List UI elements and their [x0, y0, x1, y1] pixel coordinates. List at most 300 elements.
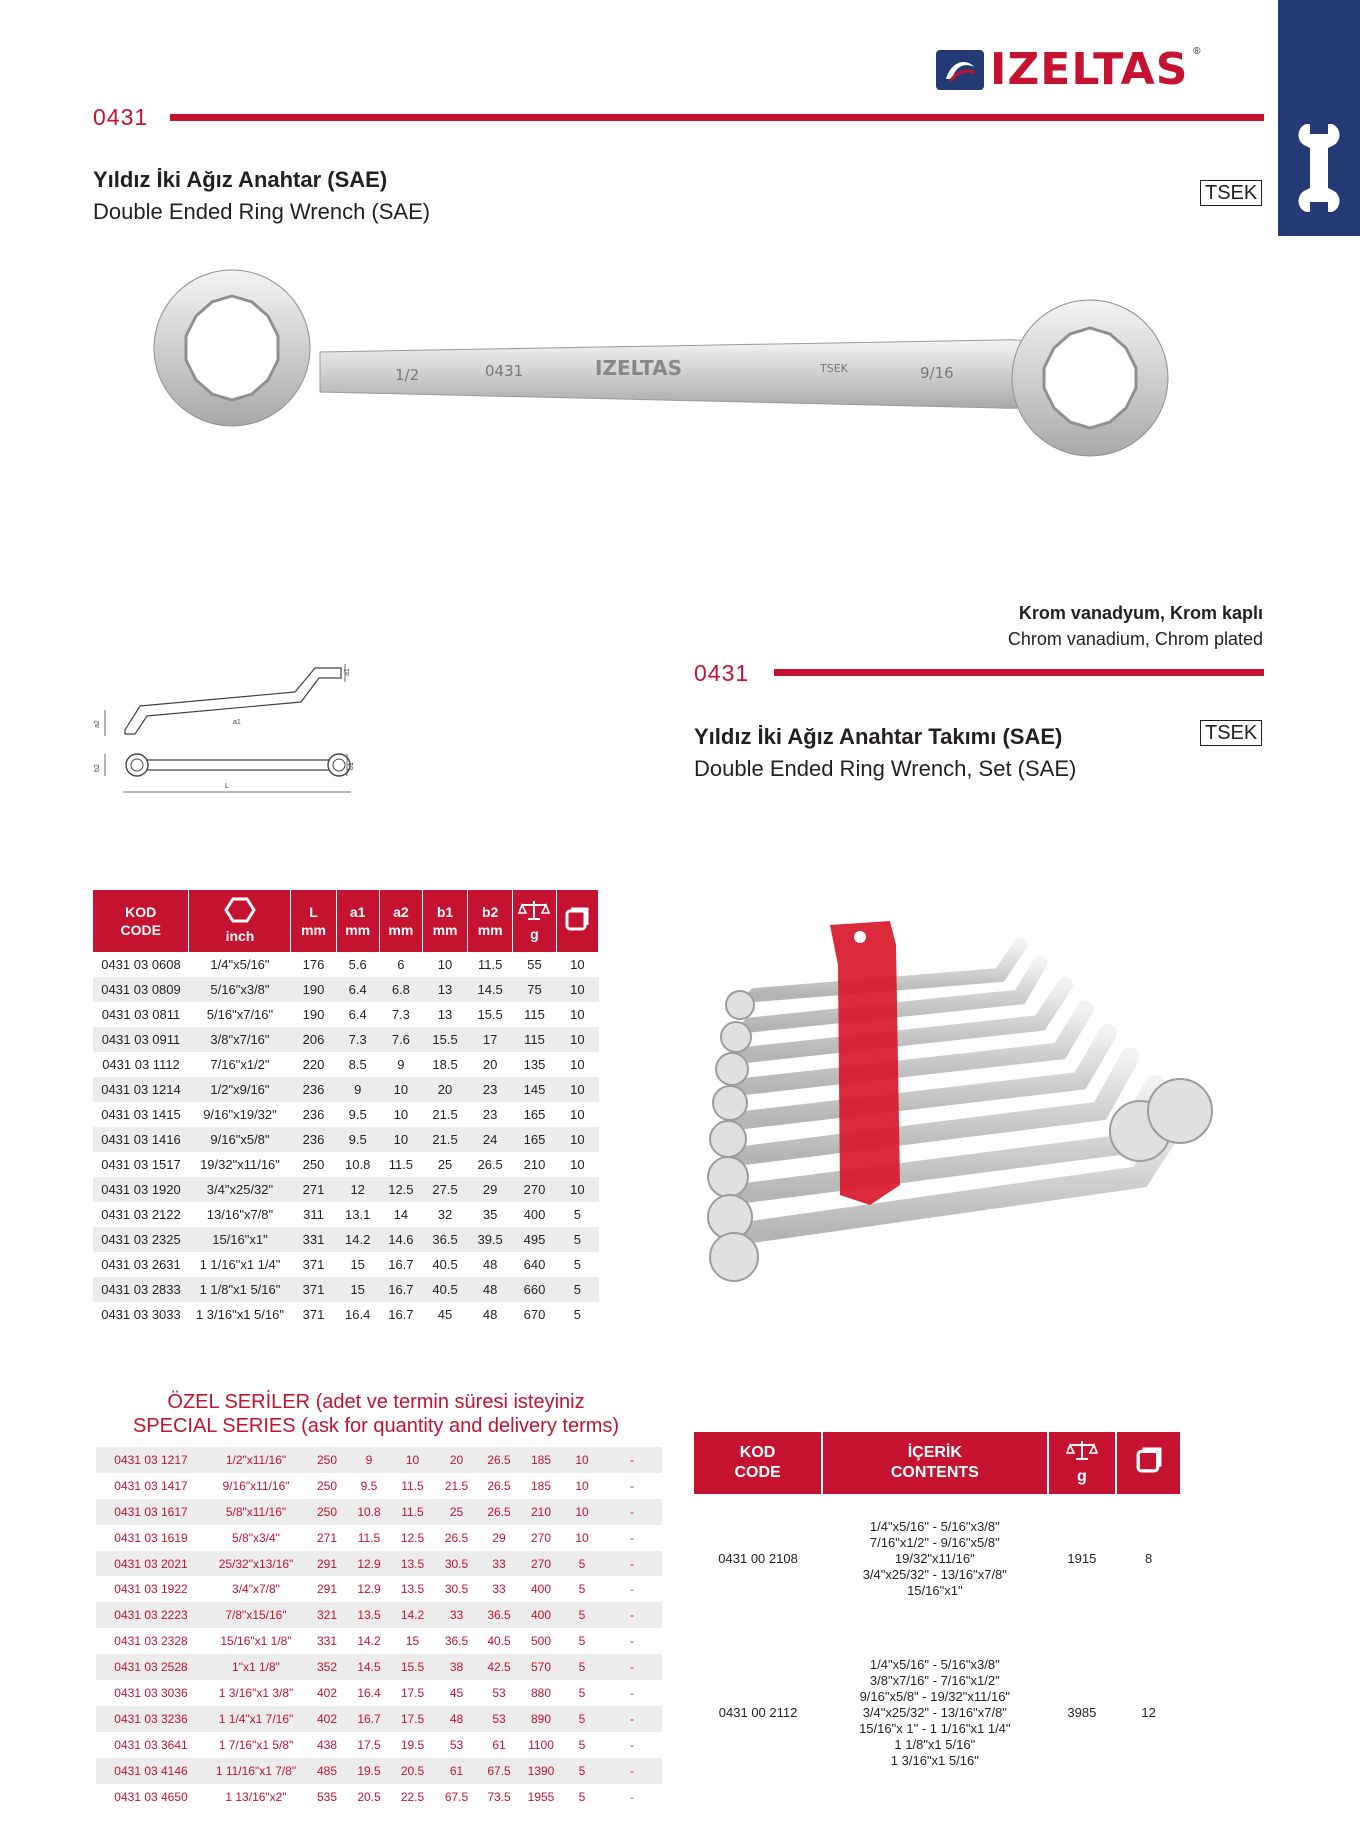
cell-weight: 890: [520, 1706, 562, 1732]
cell-pack: 10: [556, 977, 598, 1002]
cell-b1: 38: [435, 1654, 478, 1680]
cell-b2: 67.5: [478, 1758, 520, 1784]
cell-b1: 32: [437, 1207, 453, 1222]
special-series-title-en: SPECIAL SERIES (ask for quantity and delivery terms): [132, 1415, 620, 1437]
cell-weight: 185: [520, 1447, 562, 1473]
cell-b2: 23: [482, 1107, 498, 1122]
cell-weight: 185: [530, 1478, 552, 1493]
cell-pack: 10: [570, 1107, 585, 1122]
brand-side-tab: [1278, 0, 1360, 236]
drawing-label-b1: b1: [348, 762, 355, 770]
cell-a2: 10: [379, 1077, 422, 1102]
drawing-label-angle: a1: [233, 719, 241, 726]
cell-weight: 400: [523, 1207, 546, 1222]
cell-weight: 270: [530, 1530, 552, 1545]
cell-code: 0431 03 1416: [93, 1127, 189, 1152]
cell-note: -: [630, 1530, 634, 1545]
table-row: [93, 1102, 599, 1127]
cell-b1: 18.5: [432, 1057, 458, 1072]
cell-b1: 25: [437, 1157, 453, 1172]
cell-size: 3/4"x25/32": [189, 1177, 291, 1202]
cell-a2: 13.5: [390, 1551, 435, 1577]
cell-pack: 10: [556, 1127, 598, 1152]
col-code: [93, 890, 189, 952]
cell-code: 0431 03 1415: [101, 1107, 181, 1122]
cell-L: 331: [316, 1634, 338, 1649]
cell-size: 1/2"x11/16": [206, 1447, 306, 1473]
cell-b1: 36.5: [444, 1634, 469, 1649]
wrench-icon: [1292, 120, 1346, 216]
cell-b2: 26.5: [477, 1157, 503, 1172]
cell-code: 0431 03 1217: [96, 1447, 206, 1473]
cell-L: 250: [302, 1157, 325, 1172]
cell-L: 291: [316, 1582, 338, 1597]
cell-b2: 42.5: [478, 1654, 520, 1680]
set-col-code: [694, 1432, 822, 1494]
col-b2: [468, 890, 513, 952]
cell-a1: 14.2: [336, 1227, 379, 1252]
cell-a2: 17.5: [400, 1685, 425, 1700]
cell-L: 250: [306, 1499, 348, 1525]
table-row: [93, 952, 599, 977]
cell-a1: 10.8: [348, 1499, 390, 1525]
cell-code: 0431 03 1517: [101, 1157, 181, 1172]
cell-a2: 6.8: [379, 977, 422, 1002]
cell-weight: 145: [513, 1077, 557, 1102]
set-contents-line: 1 3/16"x1 5/16": [890, 1753, 979, 1768]
box-icon: [565, 907, 589, 931]
col-a2: [379, 890, 422, 952]
cell-size: 15/16"x1": [189, 1227, 291, 1252]
table-row: [96, 1551, 662, 1577]
cell-a1: 16.4: [345, 1307, 371, 1322]
cell-size: 13/16"x7/8": [206, 1207, 274, 1222]
wrench-marking-number: 0431: [485, 362, 524, 380]
cell-a2: 7.3: [391, 1007, 410, 1022]
cell-note: -: [630, 1789, 634, 1804]
table-row: [96, 1499, 662, 1525]
cell-code: 0431 03 2833: [93, 1277, 189, 1302]
cell-pack: 10: [556, 1177, 598, 1202]
cell-pack: 5: [573, 1257, 581, 1272]
table-row: [96, 1473, 662, 1499]
cell-a1: 14.2: [357, 1634, 381, 1649]
cell-code: 0431 03 1922: [114, 1582, 188, 1597]
special-series-title: [93, 1390, 659, 1438]
wrench-marking-brand: IZELTAS: [595, 356, 683, 380]
cell-weight: 495: [513, 1227, 557, 1252]
cell-b1: 48: [435, 1706, 478, 1732]
cell-b2: 23: [468, 1077, 513, 1102]
cell-pack: 5: [556, 1227, 598, 1252]
wrench-marking-left: 1/2: [395, 366, 420, 384]
cell-pack: 10: [562, 1447, 602, 1473]
cell-a1: 13.5: [348, 1602, 390, 1628]
cell-a1: 13.1: [345, 1207, 371, 1222]
cell-note: -: [630, 1685, 634, 1700]
cell-pack: 10: [562, 1499, 602, 1525]
cell-b1: 15.5: [422, 1027, 467, 1052]
cell-weight: 1100: [528, 1737, 554, 1752]
cell-pack: 10: [570, 957, 585, 972]
cell-code: 0431 03 1417: [114, 1478, 188, 1493]
cell-pack: 5: [562, 1602, 602, 1628]
cell-L: 371: [291, 1277, 336, 1302]
cell-code: 0431 03 3236: [96, 1706, 206, 1732]
box-icon: [1136, 1447, 1162, 1473]
cell-weight: 55: [527, 957, 542, 972]
cell-L: 236: [302, 1107, 325, 1122]
cell-code: 0431 03 2528: [96, 1654, 206, 1680]
cell-pack: 10: [556, 1027, 598, 1052]
cell-code: 0431 03 2021: [96, 1551, 206, 1577]
table-row: [93, 1052, 599, 1077]
cell-note: -: [630, 1634, 634, 1649]
cell-L: 220: [302, 1057, 325, 1072]
table-row: [93, 1227, 599, 1252]
table-row: [96, 1680, 662, 1706]
cell-a1: 11.5: [357, 1530, 381, 1545]
set-cell-weight: 1915: [1067, 1551, 1097, 1566]
cell-pack: 10: [570, 1057, 585, 1072]
col-b2-label: b2: [481, 904, 499, 920]
cell-a2: 7.6: [379, 1027, 422, 1052]
cell-a1: 10.8: [345, 1157, 371, 1172]
set-contents-line: 19/32"x11/16": [894, 1551, 975, 1566]
set-title-en: Double Ended Ring Wrench, Set (SAE): [694, 756, 1077, 781]
cell-L: 331: [291, 1227, 336, 1252]
cell-code: 0431 03 2122: [101, 1207, 181, 1222]
table-row: [96, 1602, 662, 1628]
cell-size: 7/16"x1/2": [210, 1057, 270, 1072]
cell-pack: 10: [575, 1530, 589, 1545]
cell-L: 321: [306, 1602, 348, 1628]
set-cell-code: 0431 00 2112: [718, 1705, 798, 1720]
cell-L: 438: [316, 1737, 338, 1752]
technical-drawing: [95, 648, 355, 798]
cell-b2: 48: [482, 1257, 498, 1272]
col-a1-unit: mm: [345, 922, 371, 938]
cell-pack: 5: [578, 1789, 586, 1804]
cell-weight: 165: [523, 1107, 546, 1122]
cell-b2: 26.5: [478, 1447, 520, 1473]
special-series-title-tr: ÖZEL SERİLER (adet ve termin süresi isteyiniz: [167, 1391, 585, 1413]
cell-pack: 10: [575, 1478, 589, 1493]
cell-size: 1"x1 1/8": [206, 1654, 306, 1680]
cell-b1: 67.5: [444, 1789, 469, 1804]
set-row: [694, 1494, 1181, 1624]
cell-note: -: [602, 1447, 662, 1473]
set-contents-line: 3/8"x7/16" - 7/16"x1/2": [869, 1673, 1000, 1688]
cell-L: 236: [291, 1127, 336, 1152]
cell-b2: 33: [478, 1551, 520, 1577]
cell-b2: 53: [478, 1706, 520, 1732]
cell-size: 1 13/16"x2": [225, 1789, 287, 1804]
drawing-label-a1: a1: [344, 668, 351, 676]
set-product-code: 0431: [694, 660, 750, 686]
cell-code: 0431 03 1214: [93, 1077, 189, 1102]
cell-b2: 61: [492, 1737, 506, 1752]
set-cell-contents: [822, 1494, 1047, 1624]
cell-weight: 115: [513, 1027, 557, 1052]
set-col-contents-en: CONTENTS: [890, 1464, 979, 1481]
spec-table-header: [93, 890, 599, 952]
table-row: [93, 1277, 599, 1302]
set-table-header: [694, 1432, 1181, 1494]
cell-b2: 48: [482, 1307, 498, 1322]
cell-L: 311: [303, 1207, 324, 1222]
cell-pack: 5: [578, 1737, 586, 1752]
cell-weight: 500: [530, 1634, 552, 1649]
drawing-label-a2: a2: [94, 720, 101, 728]
spec-table: [93, 890, 599, 1327]
table-row: [93, 1252, 599, 1277]
col-b1-label: b1: [436, 904, 454, 920]
cell-weight: 115: [524, 1007, 545, 1022]
col-weight: [513, 890, 557, 952]
product-title-en: Double Ended Ring Wrench (SAE): [93, 199, 431, 224]
cell-size: 1 3/16"x1 3/8": [218, 1685, 294, 1700]
col-a1: [336, 890, 379, 952]
col-L-unit: mm: [301, 922, 326, 938]
cell-weight: 1390: [520, 1758, 562, 1784]
cell-b1: 21.5: [432, 1107, 458, 1122]
cell-b1: 10: [437, 957, 453, 972]
cell-size: 1 1/8"x1 5/16": [189, 1277, 291, 1302]
cell-a2: 11.5: [401, 1478, 424, 1493]
col-size: [189, 890, 291, 952]
cell-note: -: [602, 1654, 662, 1680]
cell-b1: 45: [437, 1307, 453, 1322]
cell-a2: 14: [393, 1207, 409, 1222]
cell-code: 0431 03 3033: [101, 1307, 181, 1322]
cell-b1: 30.5: [435, 1551, 478, 1577]
cell-a1: 14.5: [348, 1654, 390, 1680]
brand-logo: [936, 44, 1201, 95]
cell-b1: 61: [435, 1758, 478, 1784]
cell-code: 0431 03 0911: [93, 1027, 189, 1052]
wrench-marking-right: 9/16: [920, 364, 954, 382]
cell-note: -: [630, 1478, 634, 1493]
cell-size: 5/16"x7/16": [206, 1007, 274, 1022]
cell-size: 1 7/16"x1 5/8": [218, 1737, 294, 1752]
product-title-tr: Yıldız İki Ağız Anahtar (SAE): [93, 167, 388, 192]
set-col-weight-unit: g: [1076, 1468, 1087, 1485]
cell-size: 1 11/16"x1 7/8": [206, 1758, 306, 1784]
header-rule: [170, 114, 1264, 121]
cell-size: 5/8"x3/4": [232, 1530, 280, 1545]
table-row: [96, 1654, 662, 1680]
cell-code: 0431 03 4146: [96, 1758, 206, 1784]
cell-a1: 9: [348, 1447, 390, 1473]
special-series-body: [96, 1447, 662, 1809]
set-table: [694, 1432, 1182, 1802]
cell-b2: 11.5: [477, 957, 503, 972]
set-title-tr: Yıldız İki Ağız Anahtar Takımı (SAE): [694, 724, 1063, 749]
cell-b1: 53: [449, 1737, 464, 1752]
cell-a2: 14.2: [390, 1602, 435, 1628]
standard-badge: TSEK: [1200, 180, 1262, 206]
set-row: [694, 1624, 1181, 1802]
cell-a2: 13.5: [400, 1582, 425, 1597]
cell-pack: 5: [562, 1551, 602, 1577]
cell-b1: 45: [449, 1685, 464, 1700]
col-a1-label: a1: [349, 904, 366, 920]
cell-weight: 670: [523, 1307, 546, 1322]
cell-note: -: [602, 1706, 662, 1732]
table-row: [96, 1525, 662, 1551]
cell-a2: 9: [397, 1057, 405, 1072]
cell-a1: 8.5: [348, 1057, 367, 1072]
col-weight-unit: g: [530, 926, 539, 942]
cell-weight: 400: [530, 1582, 552, 1597]
cell-code: 0431 03 2631: [101, 1257, 181, 1272]
cell-weight: 1955: [527, 1789, 555, 1804]
cell-a2: 15: [405, 1634, 420, 1649]
cell-b1: 21.5: [444, 1478, 469, 1493]
cell-code: 0431 03 2328: [114, 1634, 188, 1649]
cell-L: 402: [316, 1685, 338, 1700]
hexagon-icon: [225, 897, 255, 923]
cell-b2: 26.5: [487, 1478, 511, 1493]
cell-L: 250: [306, 1447, 348, 1473]
cell-a1: 15: [350, 1257, 365, 1272]
set-contents-line: 1/4"x5/16" - 5/16"x3/8": [869, 1519, 1000, 1534]
cell-weight: 270: [520, 1551, 562, 1577]
cell-L: 402: [306, 1706, 348, 1732]
table-row: [93, 1002, 599, 1027]
cell-code: 0431 03 1920: [93, 1177, 189, 1202]
cell-a2: 22.5: [400, 1789, 425, 1804]
set-contents-line: 3/4"x25/32" - 13/16"x7/8": [862, 1567, 1007, 1582]
cell-b1: 13: [422, 977, 467, 1002]
cell-weight: 270: [513, 1177, 557, 1202]
cell-a1: 9.5: [336, 1127, 379, 1152]
material-en: Chrom vanadium, Chrom plated: [1007, 629, 1263, 649]
cell-L: 371: [302, 1307, 325, 1322]
logo-mark-icon: [936, 50, 984, 90]
set-contents-line: 1 1/8"x1 5/16": [894, 1737, 976, 1752]
table-row: [96, 1758, 662, 1784]
cell-b1: 27.5: [422, 1177, 467, 1202]
set-cell-weight: 3985: [1067, 1705, 1097, 1720]
cell-size: 5/16"x3/8": [189, 977, 291, 1002]
cell-code: 0431 03 0608: [101, 957, 181, 972]
cell-L: 190: [302, 1007, 325, 1022]
cell-a1: 15: [336, 1277, 379, 1302]
cell-weight: 640: [523, 1257, 546, 1272]
set-contents-line: 15/16"x 1" - 1 1/16"x1 1/4": [859, 1721, 1011, 1736]
set-contents-line: 1/4"x5/16" - 5/16"x3/8": [869, 1657, 1000, 1672]
cell-a2: 14.6: [379, 1227, 422, 1252]
cell-b1: 30.5: [444, 1582, 469, 1597]
cell-L: 190: [291, 977, 336, 1002]
cell-b1: 26.5: [444, 1530, 469, 1545]
cell-L: 250: [316, 1478, 338, 1493]
cell-L: 206: [291, 1027, 336, 1052]
table-row: [93, 1127, 599, 1152]
cell-a2: 10: [393, 1107, 409, 1122]
col-pack: [556, 890, 598, 952]
cell-b2: 40.5: [487, 1634, 511, 1649]
cell-size: 9/16"x5/8": [189, 1127, 291, 1152]
table-row: [93, 1177, 599, 1202]
set-contents-line: 7/16"x1/2" - 9/16"x5/8": [869, 1535, 1000, 1550]
col-L: [291, 890, 336, 952]
table-row: [96, 1732, 662, 1758]
cell-a1: 12.9: [348, 1551, 390, 1577]
registered-mark: ®: [1193, 46, 1201, 57]
cell-a2: 12.5: [400, 1530, 425, 1545]
cell-code: 0431 03 1112: [102, 1057, 180, 1072]
cell-b1: 40.5: [432, 1257, 458, 1272]
cell-b1: 25: [435, 1499, 478, 1525]
cell-b2: 17: [468, 1027, 513, 1052]
set-contents-line: 9/16"x5/8" - 19/32"x11/16": [859, 1689, 1011, 1704]
cell-pack: 5: [562, 1758, 602, 1784]
cell-a1: 6.4: [336, 977, 379, 1002]
col-code-tr: KOD: [125, 904, 157, 920]
cell-a2: 17.5: [390, 1706, 435, 1732]
cell-a2: 10: [390, 1447, 435, 1473]
cell-b2: 53: [492, 1685, 506, 1700]
table-row: [93, 1202, 599, 1227]
cell-code: 0431 03 1619: [114, 1530, 188, 1545]
cell-a1: 19.5: [348, 1758, 390, 1784]
cell-size: 15/16"x1 1/8": [220, 1634, 292, 1649]
table-row: [93, 1077, 599, 1102]
cell-size: 9/16"x11/16": [222, 1478, 290, 1493]
wrench-photo: [140, 280, 1180, 460]
cell-b2: 33: [492, 1582, 506, 1597]
cell-b1: 20: [422, 1077, 467, 1102]
set-header-rule: [774, 669, 1264, 676]
cell-b2: 39.5: [468, 1227, 513, 1252]
cell-size: 19/32"x11/16": [200, 1157, 280, 1172]
set-table-body: [694, 1494, 1181, 1802]
col-size-unit: inch: [225, 928, 255, 944]
cell-code: 0431 03 0811: [101, 1007, 181, 1022]
special-series-table: [96, 1447, 662, 1809]
col-a2-label: a2: [393, 904, 409, 920]
cell-a2: 16.7: [379, 1277, 422, 1302]
cell-a2: 20.5: [390, 1758, 435, 1784]
cell-pack: 5: [578, 1634, 586, 1649]
table-row: [96, 1706, 662, 1732]
cell-weight: 210: [520, 1499, 562, 1525]
table-row: [96, 1447, 662, 1473]
cell-note: -: [602, 1758, 662, 1784]
cell-size: 1 1/16"x1 1/4": [199, 1257, 281, 1272]
cell-weight: 660: [513, 1277, 557, 1302]
cell-note: -: [602, 1499, 662, 1525]
set-col-pieces: [1116, 1432, 1181, 1494]
cell-b1: 13: [437, 1007, 453, 1022]
cell-b2: 48: [468, 1277, 513, 1302]
cell-code: 0431 03 4650: [114, 1789, 188, 1804]
table-row: [96, 1628, 662, 1654]
set-col-code-tr: KOD: [739, 1444, 776, 1461]
cell-b2: 29: [468, 1177, 513, 1202]
cell-weight: 75: [513, 977, 557, 1002]
cell-pack: 5: [578, 1685, 586, 1700]
cell-a1: 20.5: [357, 1789, 381, 1804]
cell-size: 7/8"x15/16": [206, 1602, 306, 1628]
cell-a2: 19.5: [400, 1737, 425, 1752]
cell-a1: 9: [336, 1077, 379, 1102]
cell-weight: 880: [530, 1685, 552, 1700]
cell-L: 535: [316, 1789, 338, 1804]
